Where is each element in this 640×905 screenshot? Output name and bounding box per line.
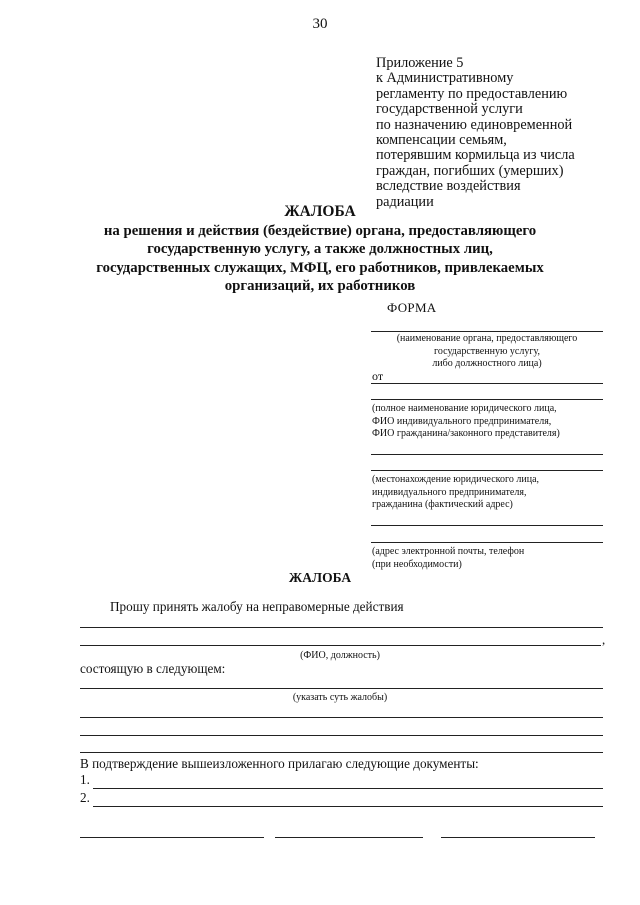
confirmation-text: В подтверждение вышеизложенного прилагаю следующие документы:: [80, 756, 479, 771]
essence-line-1[interactable]: [80, 688, 603, 689]
document-item-number: 2.: [80, 790, 90, 805]
applicant-line[interactable]: [371, 399, 603, 400]
organ-name-caption: [371, 333, 603, 371]
location-line-2[interactable]: [371, 470, 603, 471]
caption-line: государственную услугу,: [434, 345, 540, 357]
document-title: [0, 203, 640, 296]
title-line: государственных служащих, МФЦ, его работников, привлекаемых: [96, 259, 544, 276]
essence-line-2[interactable]: [80, 717, 603, 718]
essence-caption: (указать суть жалобы): [292, 692, 388, 703]
caption-line: (при необходимости): [372, 558, 462, 570]
applicant-caption: [372, 403, 560, 441]
essence-line-4[interactable]: [80, 752, 603, 753]
appendix-note: [376, 56, 626, 210]
request-line-1[interactable]: [80, 627, 603, 628]
document-line-2[interactable]: [93, 806, 603, 807]
appendix-line: потерявшим кормильца из числа: [376, 147, 575, 164]
essence-line-3[interactable]: [80, 735, 603, 736]
title-line: государственную услугу, а также должностных лиц,: [147, 241, 493, 258]
title-main: ЖАЛОБА: [284, 203, 356, 220]
contact-caption: [372, 546, 524, 571]
fio-caption: (ФИО, должность): [300, 650, 380, 661]
caption-line: (полное наименование юридического лица,: [372, 403, 557, 414]
caption-line: индивидуального предпринимателя,: [372, 486, 527, 498]
appendix-line: государственной услуги: [376, 101, 523, 118]
appendix-line: радиации: [376, 193, 434, 210]
contact-line[interactable]: [371, 525, 603, 526]
request-line-2[interactable]: [80, 645, 601, 646]
location-line[interactable]: [371, 454, 603, 455]
document-item-number: 1.: [80, 772, 90, 787]
consisting-text: состоящую в следующем:: [80, 661, 226, 676]
caption-line: (местонахождение юридического лица,: [372, 474, 540, 485]
contact-line-2[interactable]: [371, 542, 603, 543]
appendix-line: по назначению единовременной: [376, 116, 573, 133]
request-text: Прошу принять жалобу на неправомерные действия: [110, 599, 404, 614]
appendix-line: компенсации семьям,: [376, 132, 507, 149]
document-line-1[interactable]: [93, 788, 603, 789]
appendix-line: регламенту по предоставлению: [376, 85, 568, 102]
appendix-line: Приложение 5: [376, 55, 464, 71]
complaint-heading: ЖАЛОБА: [288, 570, 352, 585]
caption-line: (наименование органа, предоставляющего: [396, 333, 578, 344]
caption-line: ФИО индивидуального предпринимателя,: [372, 415, 552, 427]
line-comma: ,: [602, 632, 606, 647]
title-line: на решения и действия (бездействие) органа, предоставляющего: [103, 222, 537, 239]
from-label: от: [372, 369, 384, 383]
caption-line: либо должностного лица): [432, 358, 542, 370]
appendix-line: граждан, погибших (умерших): [376, 162, 564, 179]
from-line[interactable]: [371, 383, 603, 384]
location-caption: [372, 474, 539, 512]
signature-line[interactable]: [80, 837, 264, 838]
title-line: организаций, их работников: [224, 278, 416, 295]
organ-name-line[interactable]: [371, 331, 603, 332]
name-line[interactable]: [275, 837, 423, 838]
date-line[interactable]: [441, 837, 595, 838]
form-label: ФОРМА: [387, 300, 437, 315]
appendix-line: вследствие воздействия: [376, 178, 521, 195]
page-number: 30: [312, 16, 328, 32]
caption-line: гражданина (фактический адрес): [372, 499, 513, 511]
appendix-line: к Административному: [376, 70, 514, 87]
caption-line: (адрес электронной почты, телефон: [372, 546, 525, 557]
caption-line: ФИО гражданина/законного представителя): [372, 428, 560, 440]
